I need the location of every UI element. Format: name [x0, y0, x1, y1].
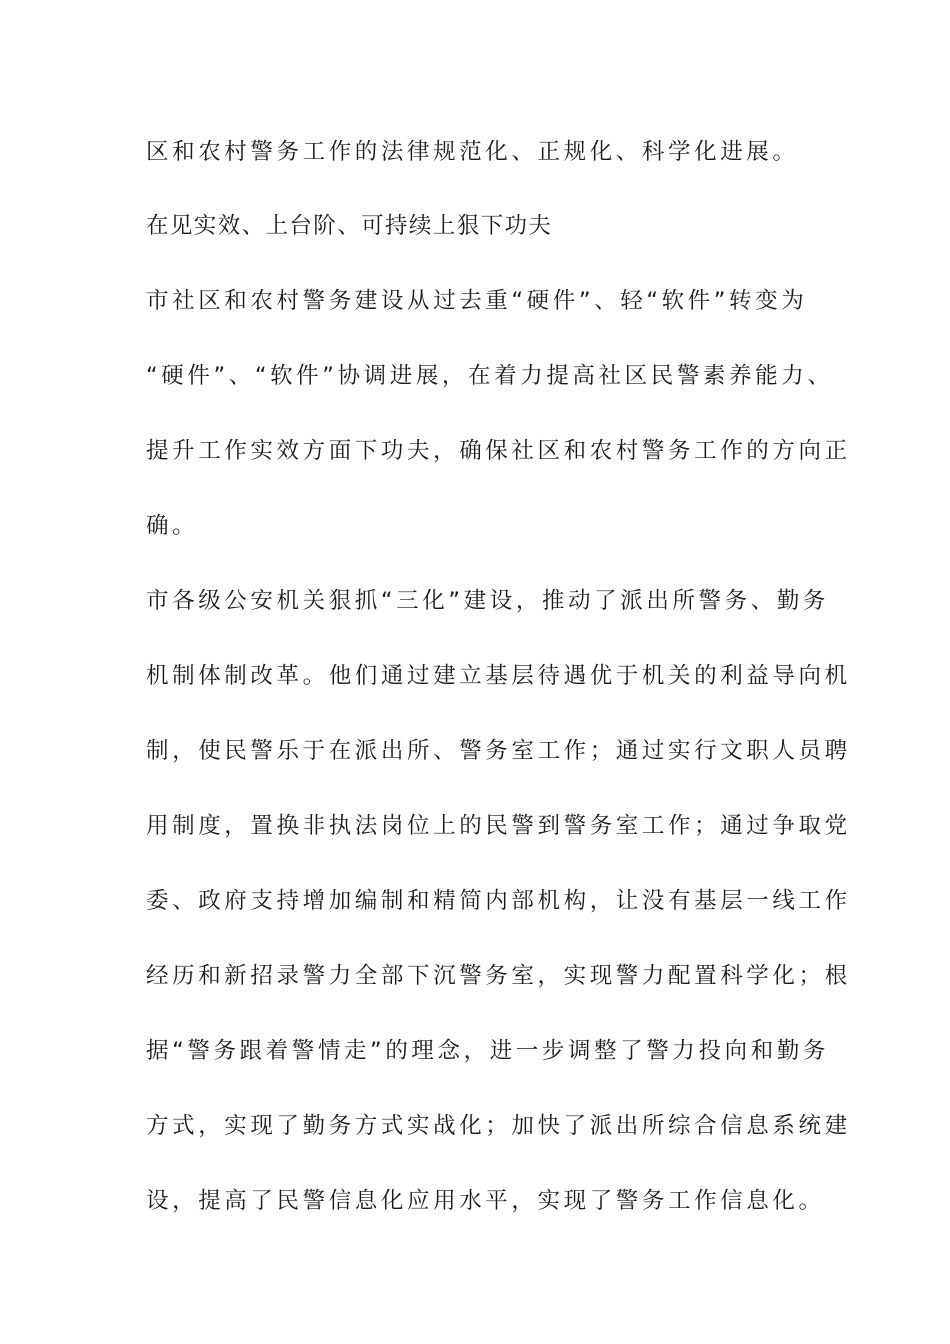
paragraph-line: 制，使民警乐于在派出所、警务室工作；通过实行文职人员聘 — [146, 738, 851, 764]
paragraph-line: 机制体制改革。他们通过建立基层待遇优于机关的利益导向机 — [146, 663, 851, 689]
paragraph-line: “硬件”、“软件”协调进展，在着力提高社区民警素养能力、 — [146, 363, 834, 389]
paragraph-line: 用制度，置换非执法岗位上的民警到警务室工作；通过争取党 — [146, 813, 851, 839]
paragraph-line: 区和农村警务工作的法律规范化、正规化、科学化进展。 — [146, 139, 799, 165]
paragraph-line: 提升工作实效方面下功夫，确保社区和农村警务工作的方向正 — [146, 438, 851, 464]
paragraph-line: 经历和新招录警力全部下沉警务室，实现警力配置科学化；根 — [146, 963, 851, 989]
paragraph-line: 设，提高了民警信息化应用水平，实现了警务工作信息化。 — [146, 1188, 825, 1214]
section-heading: 在见实效、上台阶、可持续上狠下功夫 — [146, 213, 553, 239]
paragraph-line: 市各级公安机关狠抓“三化”建设，推动了派出所警务、勤务 — [146, 588, 830, 614]
paragraph-line: 据“警务跟着警情走”的理念，进一步调整了警力投向和勤务 — [146, 1038, 830, 1064]
paragraph-line: 方式，实现了勤务方式实战化；加快了派出所综合信息系统建 — [146, 1113, 851, 1139]
paragraph-line: 市社区和农村警务建设从过去重“硬件”、轻“软件”转变为 — [146, 288, 808, 314]
paragraph-line: 委、政府支持增加编制和精简内部机构，让没有基层一线工作 — [146, 888, 851, 914]
paragraph-line: 确。 — [146, 513, 199, 539]
